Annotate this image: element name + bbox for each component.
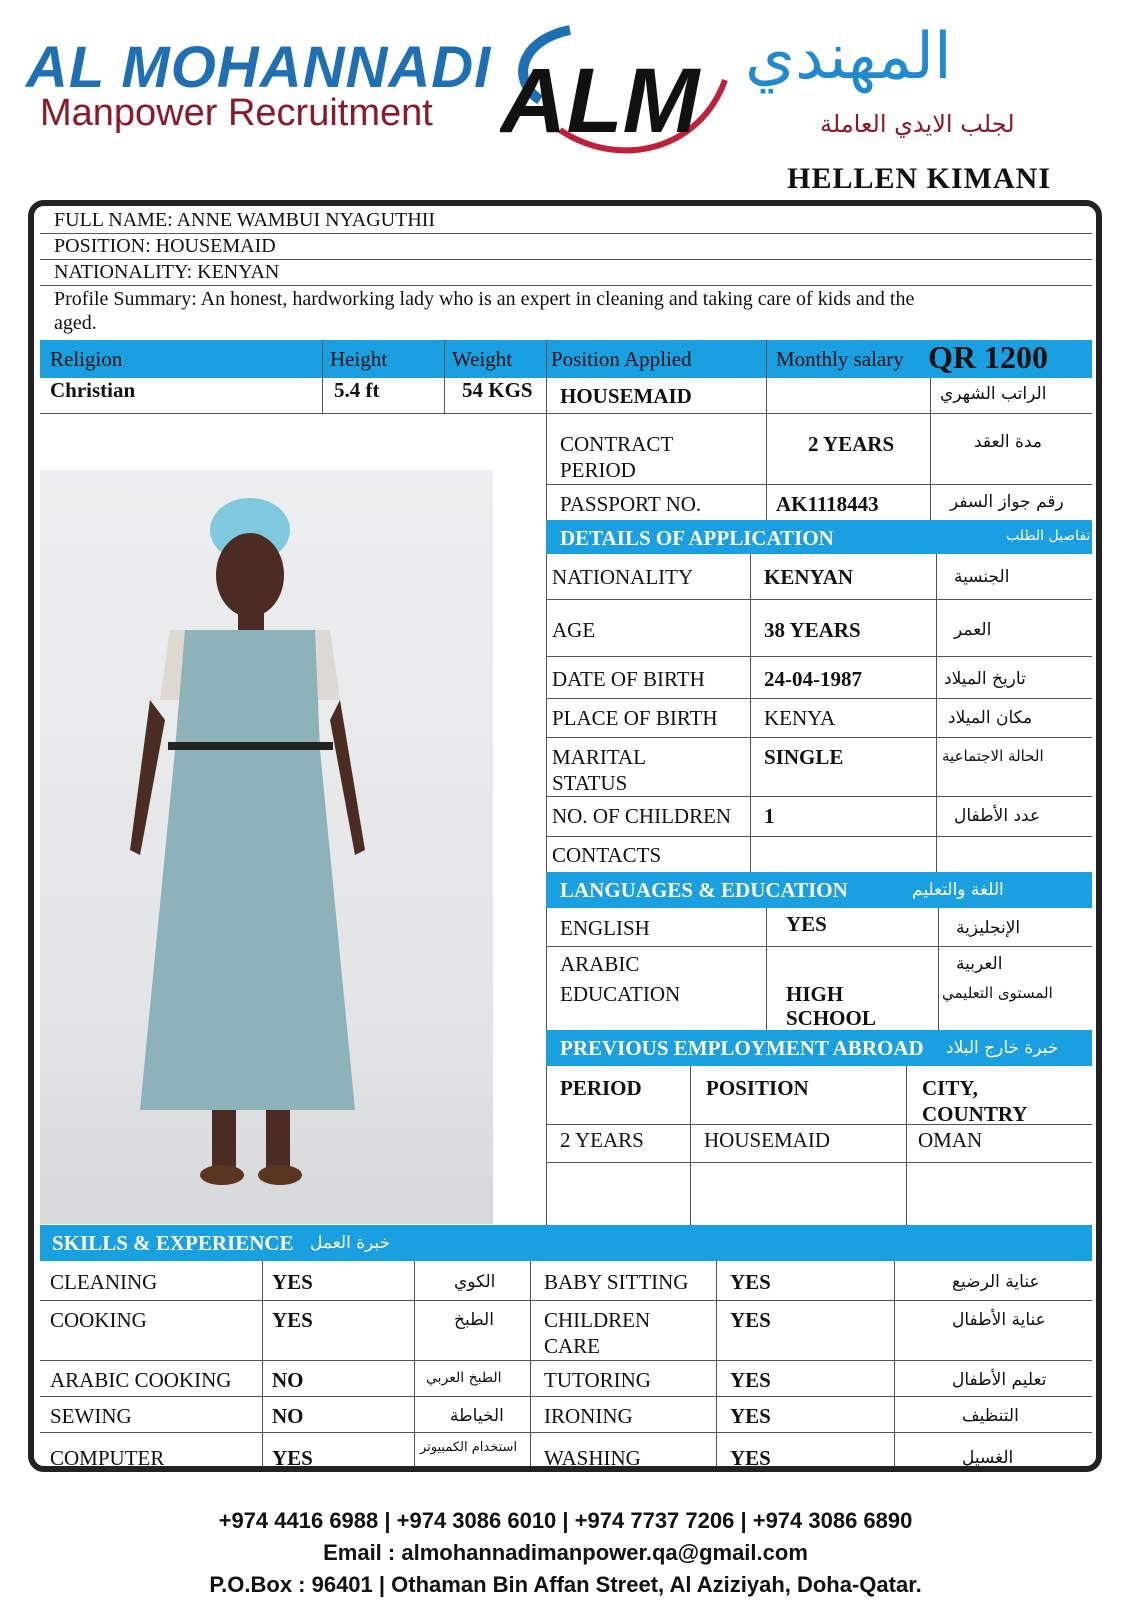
divider — [938, 908, 939, 1030]
detail-value: 1 — [764, 804, 775, 828]
employment-col-position: POSITION — [706, 1076, 809, 1100]
detail-value: 24-04-1987 — [764, 667, 862, 691]
skill-value: YES — [730, 1368, 771, 1392]
education-value: HIGH — [786, 982, 844, 1006]
skill-label: TUTORING — [544, 1368, 651, 1392]
salary-arabic: الراتب الشهري — [940, 384, 1047, 404]
profile-summary-cont: aged. — [54, 312, 97, 334]
divider — [444, 340, 445, 414]
divider — [546, 1162, 1092, 1163]
detail-arabic: مكان الميلاد — [948, 708, 1033, 728]
divider — [546, 413, 1092, 414]
religion-value: Christian — [50, 378, 136, 402]
skill-label: IRONING — [544, 1404, 633, 1428]
divider — [530, 1261, 531, 1466]
footer-email: Email : almohannadimanpower.qa@gmail.com — [323, 1540, 808, 1565]
footer-address: P.O.Box : 96401 | Othaman Bin Affan Street, Al Aziziyah, Doha-Qatar. — [209, 1572, 922, 1597]
divider — [262, 1261, 263, 1466]
salary-value: QR 1200 — [928, 339, 1048, 375]
position-applied-header: Position Applied — [551, 347, 692, 371]
skill-value: YES — [272, 1270, 313, 1294]
skill-arabic: الخياطة — [450, 1406, 504, 1426]
skill-value: YES — [730, 1404, 771, 1428]
employment-col-period: PERIOD — [560, 1076, 642, 1100]
detail-arabic: الجنسية — [954, 567, 1010, 587]
skill-label: CHILDREN — [544, 1308, 651, 1332]
position-applied-value: HOUSEMAID — [560, 384, 692, 408]
employment-period: 2 YEARS — [560, 1128, 644, 1152]
divider — [690, 1066, 691, 1225]
divider — [322, 340, 323, 414]
details-title: DETAILS OF APPLICATION — [560, 526, 834, 550]
employment-col-city-cont: COUNTRY — [922, 1102, 1028, 1126]
divider — [414, 1261, 415, 1466]
detail-label: DATE OF BIRTH — [552, 667, 705, 691]
skill-value: YES — [730, 1308, 771, 1332]
language-arabic: الإنجليزية — [956, 918, 1021, 938]
height-header: Height — [330, 347, 388, 371]
divider — [546, 599, 1092, 600]
education-label: EDUCATION — [560, 982, 681, 1006]
detail-label: PLACE OF BIRTH — [552, 706, 718, 730]
employment-title-arabic: خبرة خارج البلاد — [946, 1038, 1059, 1058]
employment-position: HOUSEMAID — [704, 1128, 830, 1152]
brand-tagline: Manpower Recruitment — [40, 92, 433, 134]
contract-label: CONTRACT — [560, 432, 674, 456]
divider — [894, 1261, 895, 1466]
skill-label: CLEANING — [50, 1270, 158, 1294]
height-value: 5.4 ft — [334, 378, 380, 402]
languages-title: LANGUAGES & EDUCATION — [560, 878, 848, 902]
divider — [936, 554, 937, 872]
candidate-photo — [40, 470, 493, 1224]
passport-arabic: رقم جواز السفر — [950, 492, 1064, 512]
skill-label: SEWING — [50, 1404, 132, 1428]
skill-arabic: الطبخ العربي — [426, 1370, 502, 1386]
skill-arabic: تعليم الأطفال — [952, 1370, 1047, 1390]
skill-label-cont: CARE — [544, 1334, 601, 1358]
skill-value: YES — [272, 1446, 313, 1470]
detail-value: 38 YEARS — [764, 618, 861, 642]
education-arabic: المستوى التعليمي — [942, 984, 1053, 1002]
divider — [716, 1261, 717, 1466]
brand-name: AL MOHANNADI — [26, 35, 492, 100]
detail-arabic: الحالة الاجتماعية — [942, 747, 1044, 765]
language-label: ARABIC — [560, 952, 640, 976]
skill-value: NO — [272, 1404, 304, 1428]
footer-phones: +974 4416 6988 | +974 3086 6010 | +974 7737 7206 | +974 3086 6890 — [218, 1508, 913, 1533]
alm-logo-text: ALM — [500, 50, 700, 152]
divider — [40, 1432, 1092, 1433]
brand-name-arabic: المهندي — [745, 20, 952, 94]
detail-value: KENYAN — [764, 565, 854, 589]
divider — [546, 946, 1092, 947]
skill-arabic: الغسيل — [962, 1448, 1014, 1468]
divider — [40, 1300, 1092, 1301]
detail-label: CONTACTS — [552, 843, 662, 867]
passport-value: AK1118443 — [776, 492, 879, 516]
skill-arabic: الطبخ — [454, 1310, 494, 1330]
skill-value: YES — [730, 1446, 771, 1470]
divider — [906, 1066, 907, 1225]
divider — [546, 484, 1092, 485]
weight-header: Weight — [452, 347, 513, 371]
language-arabic: العربية — [956, 954, 1003, 974]
contract-value: 2 YEARS — [808, 432, 895, 456]
skills-title: SKILLS & EXPERIENCE — [52, 1231, 294, 1255]
skill-label: ARABIC COOKING — [50, 1368, 232, 1392]
employment-col-city: CITY, — [922, 1076, 978, 1100]
detail-label: NO. OF CHILDREN — [552, 804, 732, 828]
skill-arabic: عناية الأطفال — [952, 1310, 1046, 1330]
detail-value: SINGLE — [764, 745, 844, 769]
divider — [546, 737, 1092, 738]
skill-arabic: استخدام الكمبيوتر — [420, 1440, 518, 1455]
detail-arabic: العمر — [954, 620, 992, 640]
divider — [546, 698, 1092, 699]
alm-logo-icon — [500, 20, 730, 170]
monthly-salary-header: Monthly salary — [776, 347, 904, 371]
skill-value: YES — [730, 1270, 771, 1294]
skill-value: YES — [272, 1308, 313, 1332]
education-value-cont: SCHOOL — [786, 1006, 876, 1030]
weight-value: 54 KGS — [462, 378, 533, 402]
detail-arabic: عدد الأطفال — [954, 806, 1041, 826]
detail-arabic: تاريخ الميلاد — [944, 669, 1026, 689]
detail-value: KENYA — [764, 706, 836, 730]
skill-label: COMPUTER — [50, 1446, 165, 1470]
contract-arabic: مدة العقد — [974, 432, 1042, 452]
position: POSITION: HOUSEMAID — [54, 235, 276, 257]
nationality: NATIONALITY: KENYAN — [54, 261, 280, 283]
skill-arabic: التنظيف — [962, 1406, 1019, 1426]
divider — [750, 554, 751, 872]
divider — [40, 413, 547, 414]
skill-value: NO — [272, 1368, 304, 1392]
divider — [766, 908, 767, 1030]
contract-label-cont: PERIOD — [560, 458, 636, 482]
detail-label: NATIONALITY — [552, 565, 694, 589]
divider — [546, 340, 547, 1225]
passport-label: PASSPORT NO. — [560, 492, 702, 516]
employment-city: OMAN — [918, 1128, 983, 1152]
skill-label: BABY SITTING — [544, 1270, 689, 1294]
detail-label: MARITAL — [552, 745, 646, 769]
divider — [40, 1396, 1092, 1397]
divider — [546, 796, 1092, 797]
details-title-arabic: تفاصيل الطلب — [1006, 528, 1091, 544]
full-name: FULL NAME: ANNE WAMBUI NYAGUTHII — [54, 209, 436, 231]
divider — [546, 656, 1092, 657]
language-label: ENGLISH — [560, 916, 650, 940]
skill-label: COOKING — [50, 1308, 147, 1332]
employment-title: PREVIOUS EMPLOYMENT ABROAD — [560, 1036, 924, 1060]
skill-arabic: عناية الرضيع — [952, 1272, 1040, 1292]
skills-title-arabic: خبرة العمل — [310, 1233, 391, 1253]
profile-summary: Profile Summary: An honest, hardworking lady who is an expert in cleaning and taking care of kids and the — [54, 288, 915, 310]
detail-label: AGE — [552, 618, 596, 642]
religion-header: Religion — [50, 347, 123, 371]
divider — [40, 285, 1092, 286]
divider — [766, 340, 767, 520]
divider — [40, 1360, 1092, 1361]
detail-label-cont: STATUS — [552, 771, 628, 795]
skill-label: WASHING — [544, 1446, 641, 1470]
language-value: YES — [786, 912, 827, 936]
person-silhouette-icon — [40, 470, 493, 1224]
languages-title-arabic: اللغة والتعليم — [912, 880, 1004, 900]
agent-name: HELLEN KIMANI — [787, 162, 1051, 195]
divider — [930, 378, 931, 520]
brand-tagline-arabic: لجلب الايدي العاملة — [820, 110, 1015, 138]
skill-arabic: الكوي — [454, 1272, 496, 1292]
divider — [546, 836, 1092, 837]
